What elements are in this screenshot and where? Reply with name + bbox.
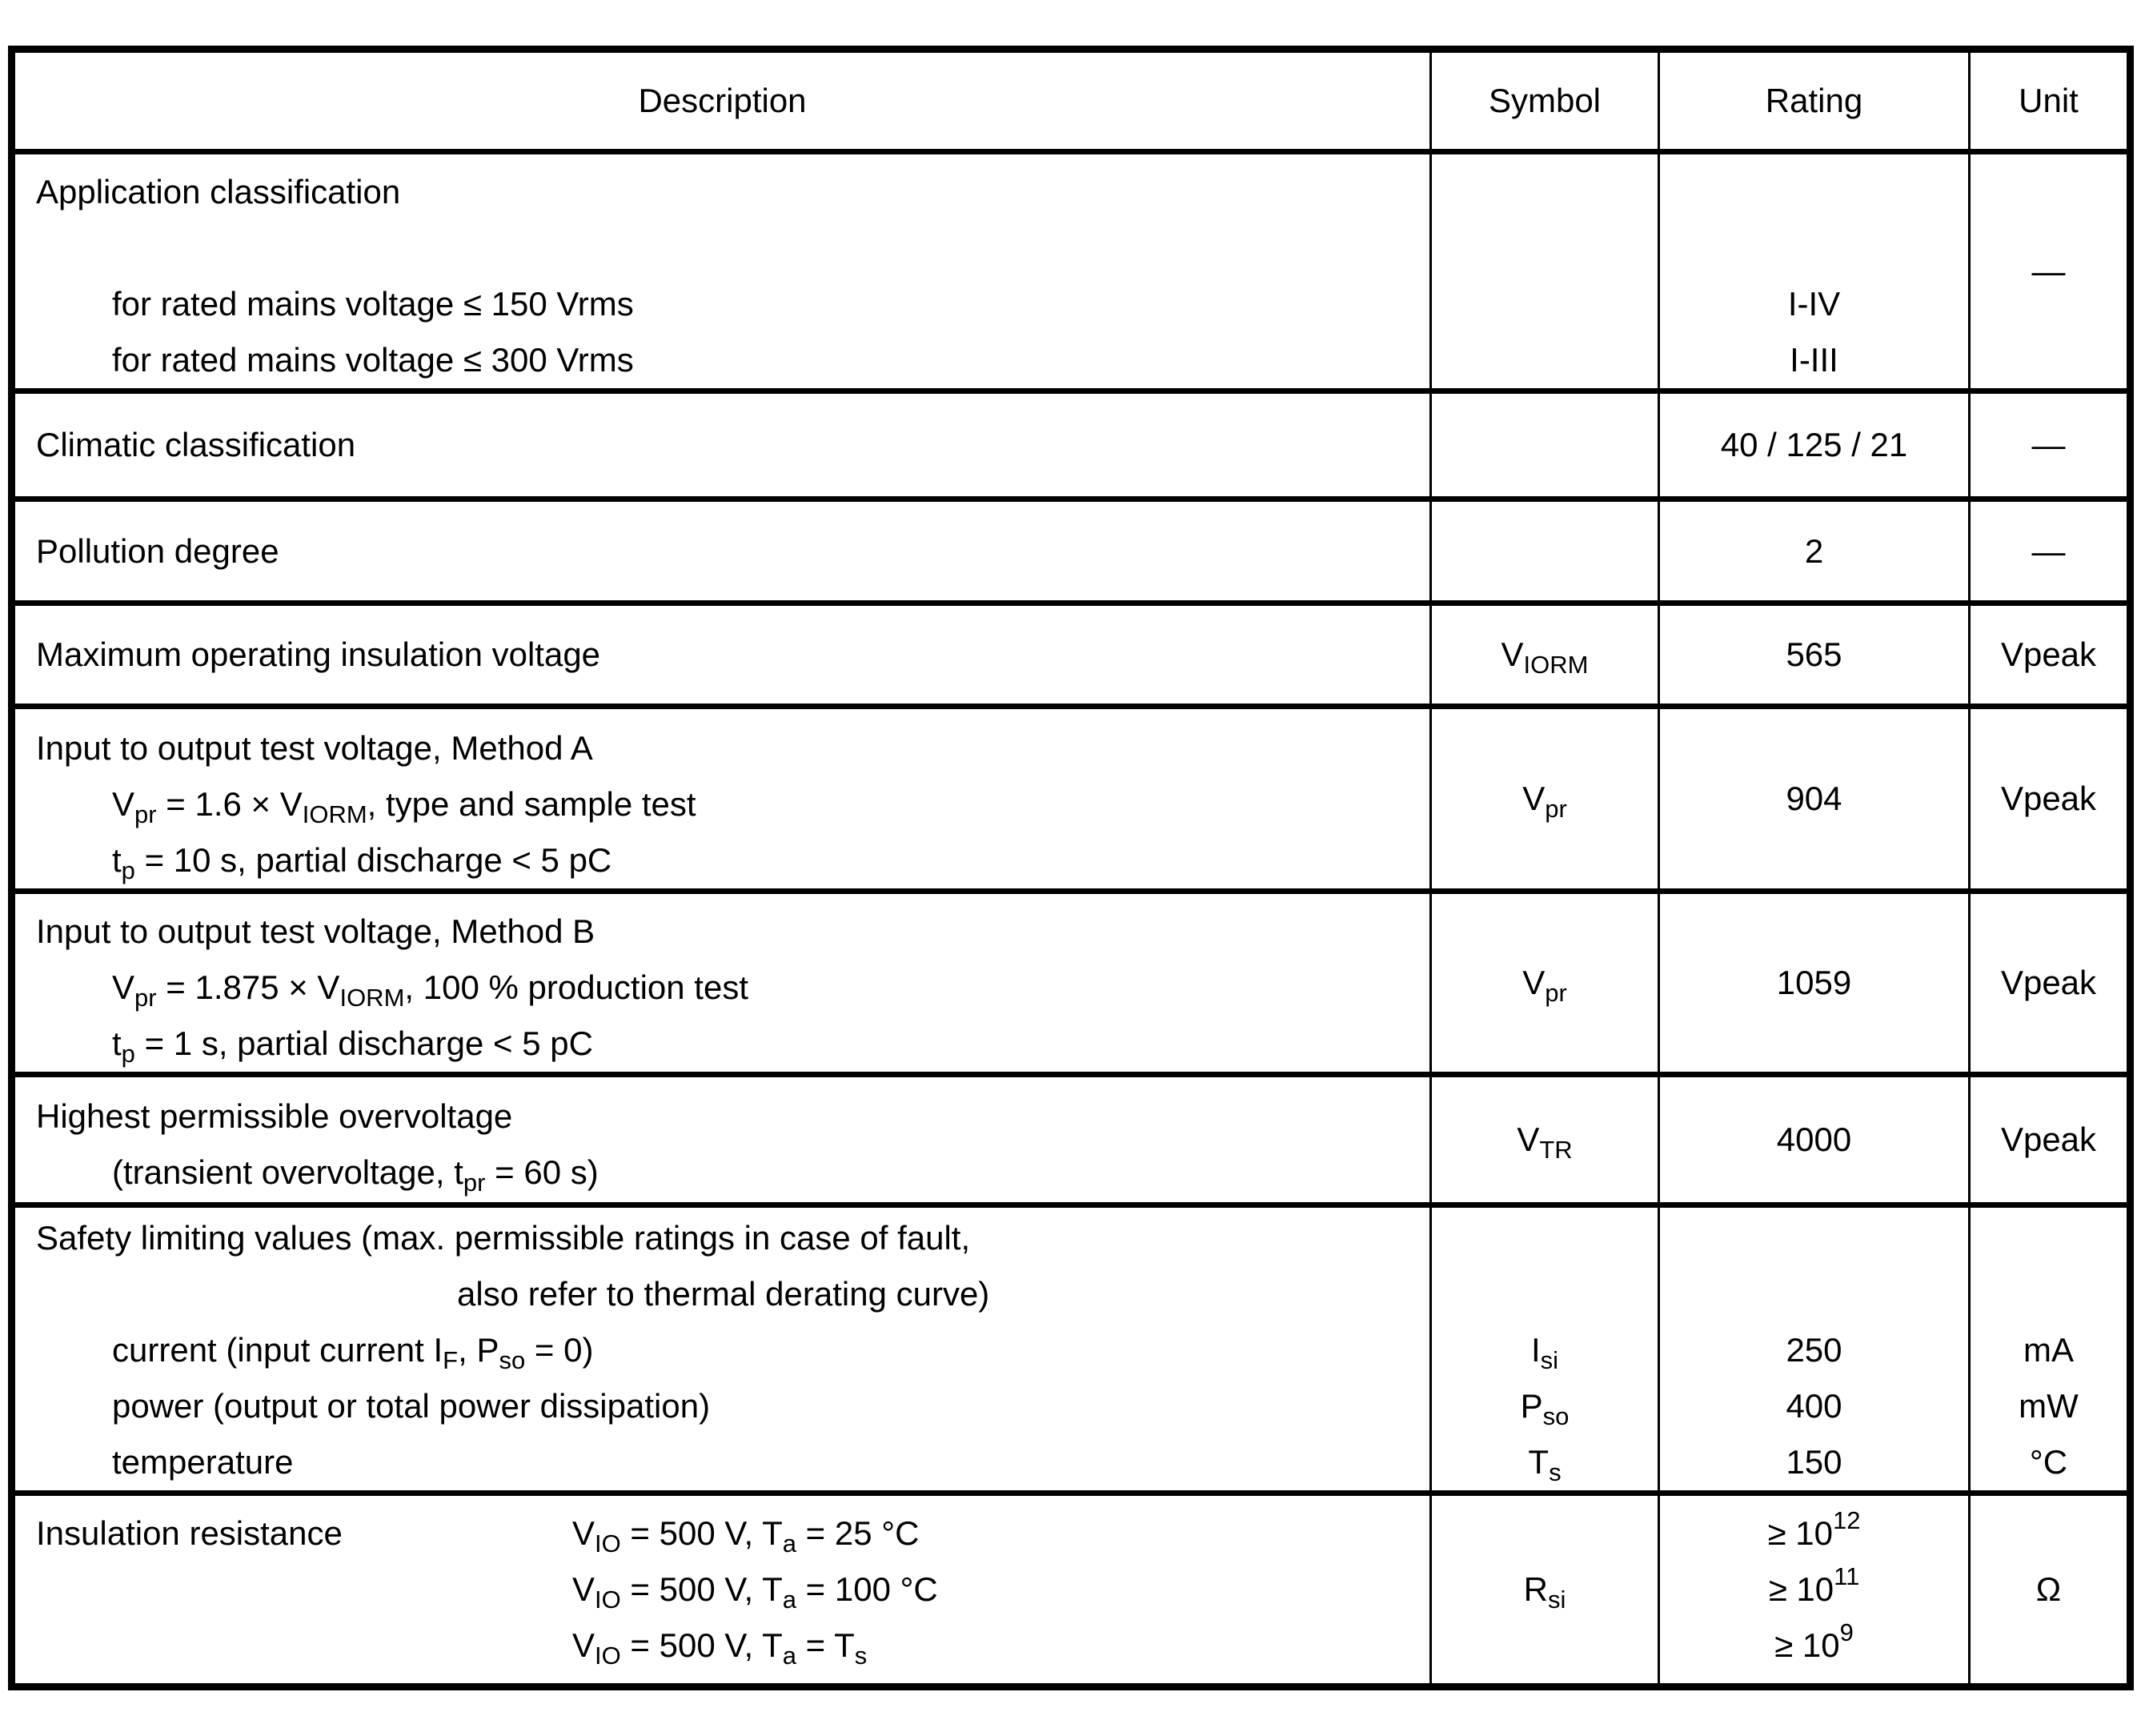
text-line: temperature [112, 1443, 294, 1481]
cell-unit [1971, 894, 2127, 1077]
text-line: Application classification [36, 173, 401, 210]
cell-description [15, 894, 1432, 1077]
text-line: Input to output test voltage, Method B [36, 912, 595, 950]
cell-unit [1971, 394, 2127, 502]
text-line [1660, 1210, 1968, 1266]
text-line: for rated mains voltage ≤ 300 Vrms [112, 341, 634, 379]
cell-symbol-value: $V_{IORM}$ [1501, 635, 1589, 679]
cell-unit [1971, 502, 2127, 606]
cell-symbol [1432, 394, 1660, 502]
cell-description [15, 1496, 1432, 1683]
table-row [15, 154, 2127, 394]
header-row [15, 53, 2127, 154]
cell-rating [1660, 502, 1971, 606]
table-row [15, 709, 2127, 894]
table-row [15, 502, 2127, 606]
cell-unit-value: Vpeak [2000, 635, 2097, 673]
text-line: $I_{si}$ [1530, 1331, 1559, 1374]
text-line: I-IV [1787, 285, 1841, 323]
cell-unit [1971, 1496, 2127, 1683]
cell-unit-value: — [2031, 252, 2066, 290]
cell-symbol-value: $V_{pr}$ [1522, 780, 1567, 823]
text-line: Climatic classification [36, 426, 356, 463]
cell-unit-value: Vpeak [2000, 1121, 2097, 1158]
cell-unit [1971, 1077, 2127, 1208]
cell-description [15, 394, 1432, 502]
cell-unit-value: Vpeak [2000, 780, 2097, 817]
text-line: mA [2023, 1331, 2074, 1369]
cell-description [15, 606, 1432, 709]
cell-description [15, 1077, 1432, 1208]
cell-symbol [1432, 1496, 1660, 1683]
cell-symbol-value [1432, 252, 1658, 291]
text-line: Highest permissible overvoltage [36, 1097, 513, 1135]
cell-rating-value: 904 [1786, 780, 1842, 817]
cell-description [15, 502, 1432, 606]
text-line: Input to output test voltage, Method A [36, 729, 593, 767]
cell-symbol [1432, 154, 1660, 394]
header-unit: Unit [1971, 53, 2127, 154]
text-line [1660, 164, 1968, 220]
cell-unit-value: — [2031, 531, 2066, 570]
text-line: for rated mains voltage ≤ 150 Vrms [112, 285, 634, 323]
text-line: I-III [1790, 341, 1838, 379]
text-line: °C [2029, 1443, 2068, 1481]
table-row [15, 1208, 2127, 1496]
cell-unit-value: Vpeak [2000, 964, 2097, 1001]
cell-symbol-value [1432, 426, 1658, 464]
cell-rating [1660, 709, 1971, 894]
cell-rating-value: 1059 [1776, 964, 1852, 1001]
cell-unit-value: — [2031, 426, 2066, 463]
cell-symbol-value [1432, 532, 1658, 571]
cell-symbol [1432, 1208, 1660, 1496]
text-line: $V_{pr} = 1.875 \times V_{IORM}$, 100 % production test [112, 968, 748, 1012]
ratings-table [8, 46, 2134, 1690]
cell-symbol [1432, 606, 1660, 709]
text-line: $V_{IO} = 500$ V, $T_a = T_s$ [572, 1626, 868, 1670]
text-line: Maximum operating insulation voltage [36, 635, 601, 673]
cell-rating [1660, 1496, 1971, 1683]
cell-symbol-value: $R_{si}$ [1523, 1570, 1566, 1614]
header-rating: Rating [1660, 53, 1971, 154]
text-line: current (input current $I_F$, $P_{so} = 0$) [112, 1331, 594, 1374]
cell-rating [1660, 154, 1971, 394]
text-line: $T_s$ [1528, 1443, 1562, 1486]
text-line [1660, 1266, 1968, 1322]
text-line: $V_{pr} = 1.6 \times V_{IORM}$, type and sample test [112, 785, 696, 828]
cell-unit [1971, 1208, 2127, 1496]
text-line: ≥ $10^{12}$ [1767, 1506, 1861, 1552]
table-row [15, 606, 2127, 709]
cell-symbol-value: $V_{pr}$ [1522, 964, 1567, 1007]
text-line: mW [2019, 1387, 2079, 1425]
text-line: power (output or total power dissipation) [112, 1387, 711, 1425]
cell-unit [1971, 154, 2127, 394]
text-line: $t_p = 1$ s, partial discharge < 5 pC [112, 1024, 593, 1068]
table-row [15, 1077, 2127, 1208]
text-line: 150 [1786, 1443, 1842, 1481]
text-line: 400 [1786, 1387, 1842, 1425]
cell-unit [1971, 709, 2127, 894]
cell-description [15, 154, 1432, 394]
text-line: (transient overvoltage, $t_{pr} = 60$ s) [112, 1153, 599, 1197]
text-line: $t_p = 10$ s, partial discharge < 5 pC [112, 841, 612, 884]
cell-rating-value: 4000 [1776, 1121, 1852, 1158]
text-line: ≥ $10^9$ [1774, 1618, 1854, 1664]
cell-rating [1660, 606, 1971, 709]
cell-symbol-value: $V_{TR}$ [1517, 1121, 1573, 1164]
cell-symbol [1432, 502, 1660, 606]
text-line: 250 [1786, 1331, 1842, 1369]
text-line [1971, 1210, 2127, 1266]
cell-rating [1660, 894, 1971, 1077]
cell-unit-value: Ω [2035, 1570, 2062, 1608]
cell-symbol [1432, 709, 1660, 894]
header-description: Description [15, 53, 1432, 154]
cell-rating [1660, 1077, 1971, 1208]
cell-description [15, 1208, 1432, 1496]
cell-rating-value: 2 [1804, 531, 1824, 570]
table-row [15, 394, 2127, 502]
text-line: Insulation resistance [36, 1514, 343, 1552]
table-body [15, 154, 2127, 1683]
cell-symbol [1432, 894, 1660, 1077]
cell-rating [1660, 394, 1971, 502]
cell-rating-value: 565 [1786, 635, 1842, 673]
text-line: $V_{IO} = 500$ V, $T_a = 100$ °C [572, 1570, 938, 1614]
cell-rating-value: 40 / 125 / 21 [1720, 426, 1908, 463]
cell-symbol [1432, 1077, 1660, 1208]
text-line: $V_{IO} = 500$ V, $T_a = 25$ °C [572, 1514, 920, 1558]
table-row [15, 1496, 2127, 1683]
header-symbol: Symbol [1432, 53, 1660, 154]
cell-rating [1660, 1208, 1971, 1496]
text-line [15, 220, 1429, 276]
text-line [1660, 220, 1968, 276]
text-line [1971, 1266, 2127, 1322]
text-line: Pollution degree [36, 531, 279, 570]
cell-unit [1971, 606, 2127, 709]
table-row [15, 894, 2127, 1077]
text-line [1432, 1266, 1658, 1322]
text-line [1432, 1210, 1658, 1266]
text-line: $P_{so}$ [1520, 1387, 1570, 1430]
text-line: ≥ $10^{11}$ [1768, 1562, 1860, 1608]
text-line: Safety limiting values (max. permissible ratings in case of fault, [36, 1219, 971, 1257]
cell-description [15, 709, 1432, 894]
text-line: also refer to thermal derating curve) [457, 1275, 990, 1313]
